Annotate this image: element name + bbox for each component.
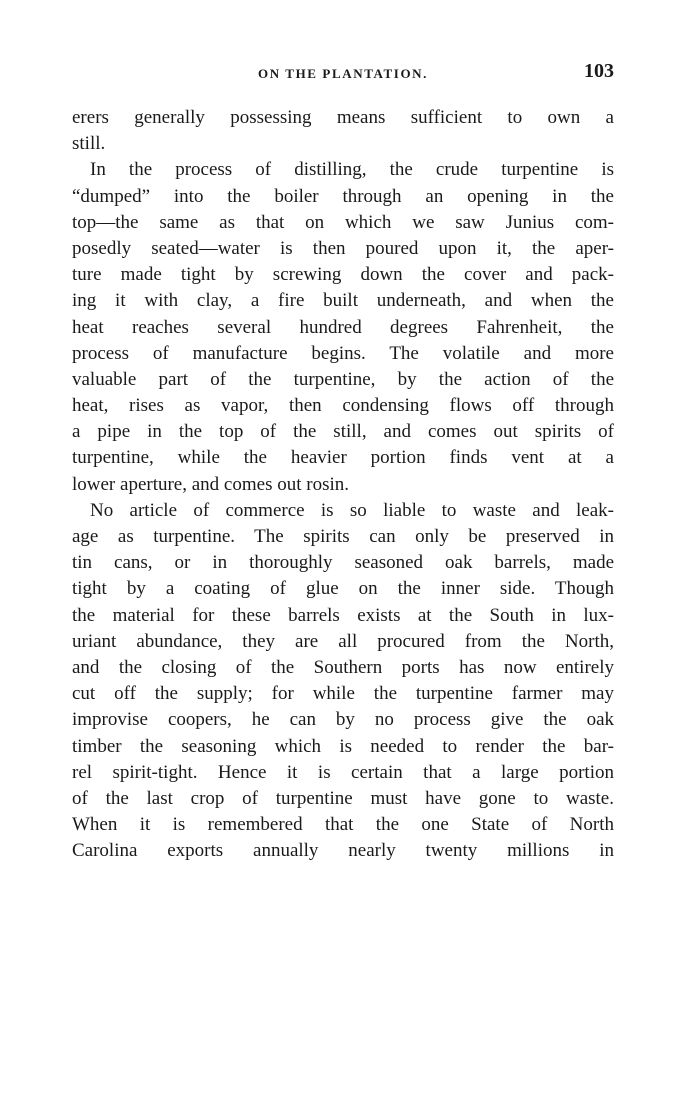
text-line: tight by a coating of glue on the inner side. Though: [72, 578, 614, 600]
paragraph: [72, 498, 614, 865]
text-line: rel spirit-tight. Hence it is certain that a large portion: [72, 761, 614, 783]
text-line: In the process of distilling, the crude turpentine is: [90, 159, 614, 181]
text-line: erers generally possessing means sufficient to own a: [72, 107, 614, 128]
text-line: timber the seasoning which is needed to render the bar-: [72, 735, 614, 757]
text-line: the material for these barrels exists at the South in lux-: [72, 604, 614, 626]
text-line: process of manufacture begins. The volatile and more: [72, 342, 614, 364]
text-line: “dumped” into the boiler through an opening in the: [72, 185, 614, 207]
text-line: heat, rises as vapor, then condensing flows off through: [72, 395, 614, 417]
text-line: of the last crop of turpentine must have gone to waste.: [72, 787, 614, 809]
text-line: valuable part of the turpentine, by the action of the: [72, 368, 614, 390]
text-line: ing it with clay, a fire built underneath, and when the: [72, 290, 614, 312]
text-line: No article of commerce is so liable to waste and leak-: [90, 499, 614, 521]
text-line: and the closing of the Southern ports has now entirely: [72, 656, 614, 678]
text-line: heat reaches several hundred degrees Fahrenheit, the: [72, 316, 614, 338]
text-line: tin cans, or in thoroughly seasoned oak barrels, made: [72, 552, 614, 574]
text-line: cut off the supply; for while the turpentine farmer may: [72, 683, 614, 705]
text-line: Carolina exports annually nearly twenty millions in: [72, 840, 614, 862]
text-line: improvise coopers, he can by no process give the oak: [72, 709, 614, 731]
text-line: top—the same as that on which we saw Junius com-: [72, 211, 614, 233]
running-title: ON THE PLANTATION.: [257, 66, 429, 81]
text-line: lower aperture, and comes out rosin.: [72, 473, 349, 495]
text-line: age as turpentine. The spirits can only be preserved in: [72, 526, 614, 547]
running-head: [72, 58, 614, 88]
text-line: turpentine, while the heavier portion finds vent at a: [72, 447, 614, 469]
text-line: still.: [72, 133, 106, 155]
text-line: a pipe in the top of the still, and comes out spirits of: [72, 421, 614, 443]
page-number: 103: [584, 60, 614, 82]
text-line: ture made tight by screwing down the cover and pack-: [72, 264, 614, 286]
body-text: [72, 105, 614, 864]
paragraph: [72, 105, 614, 157]
text-line: posedly seated—water is then poured upon it, the aper-: [72, 237, 614, 259]
paragraph: [72, 157, 614, 497]
text-line: When it is remembered that the one State of North: [72, 814, 614, 836]
text-line: uriant abundance, they are all procured from the North,: [72, 630, 614, 652]
